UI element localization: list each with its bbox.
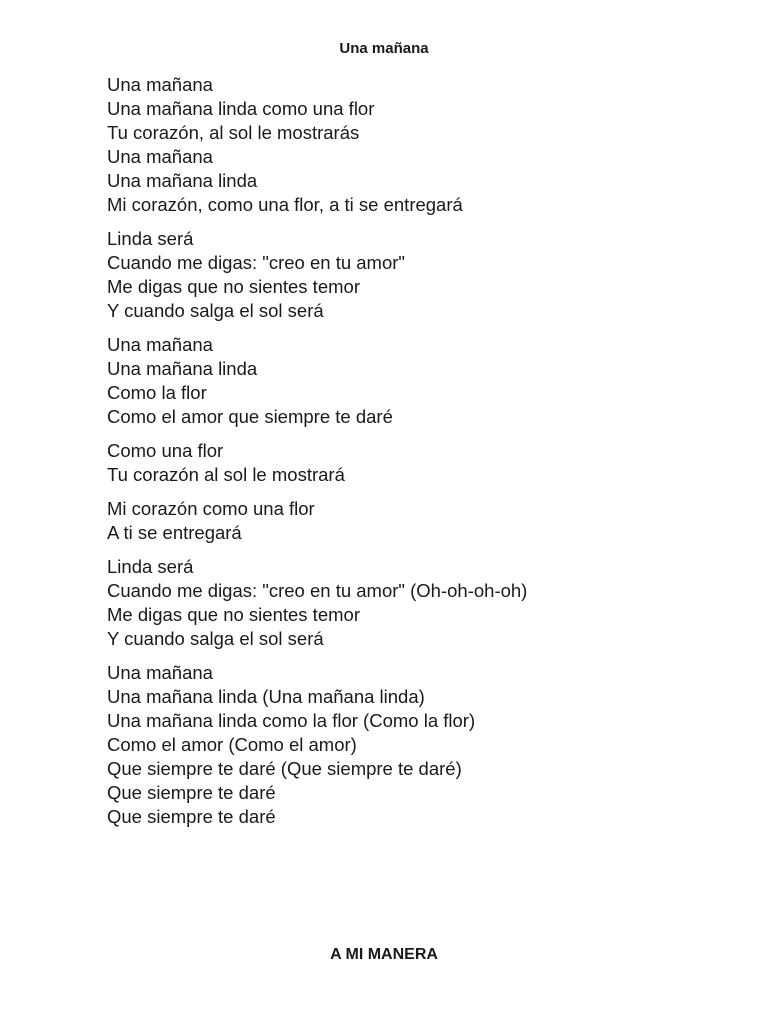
next-song-title: A MI MANERA	[330, 946, 438, 963]
stanza	[107, 73, 747, 217]
stanza	[107, 497, 747, 545]
lyric-line: Como el amor que siempre te daré	[107, 406, 393, 427]
stanza	[107, 555, 747, 651]
lyric-line: Cuando me digas: "creo en tu amor"	[107, 252, 405, 273]
lyric-line: Que siempre te daré	[107, 782, 276, 803]
lyric-line: Como la flor	[107, 382, 207, 403]
lyric-line: Una mañana linda	[107, 358, 258, 379]
lyric-line: Me digas que no sientes temor	[107, 604, 360, 625]
lyric-line: Una mañana linda como una flor	[107, 98, 375, 119]
stanza	[107, 439, 747, 487]
lyric-line: Una mañana linda como la flor (Como la flor)	[107, 710, 476, 731]
lyric-line: A ti se entregará	[107, 522, 242, 543]
lyric-line: Tu corazón al sol le mostrará	[107, 464, 345, 485]
lyric-line: Mi corazón como una flor	[107, 498, 315, 519]
lyric-line: Mi corazón, como una flor, a ti se entregará	[107, 194, 463, 215]
lyric-line: Una mañana	[107, 74, 213, 95]
lyric-line: Linda será	[107, 556, 194, 577]
lyric-line: Una mañana	[107, 334, 213, 355]
lyric-line: Una mañana linda	[107, 170, 258, 191]
stanza	[107, 661, 747, 829]
lyric-line: Que siempre te daré (Que siempre te daré)	[107, 758, 462, 779]
lyric-line: Una mañana	[107, 662, 213, 683]
lyric-line: Cuando me digas: "creo en tu amor" (Oh-oh-oh-oh)	[107, 580, 528, 601]
lyric-line: Me digas que no sientes temor	[107, 276, 360, 297]
lyric-line: Linda será	[107, 228, 194, 249]
lyric-line: Una mañana linda (Una mañana linda)	[107, 686, 425, 707]
stanza	[107, 333, 747, 429]
lyric-line: Y cuando salga el sol será	[107, 628, 324, 649]
lyrics-body	[107, 73, 747, 839]
lyric-line: Como una flor	[107, 440, 224, 461]
lyric-line: Una mañana	[107, 146, 213, 167]
lyric-line: Como el amor (Como el amor)	[107, 734, 357, 755]
page-title: Una mañana	[339, 40, 429, 57]
stanza	[107, 227, 747, 323]
lyric-line: Tu corazón, al sol le mostrarás	[107, 122, 360, 143]
lyric-line: Que siempre te daré	[107, 806, 276, 827]
lyric-line: Y cuando salga el sol será	[107, 300, 324, 321]
